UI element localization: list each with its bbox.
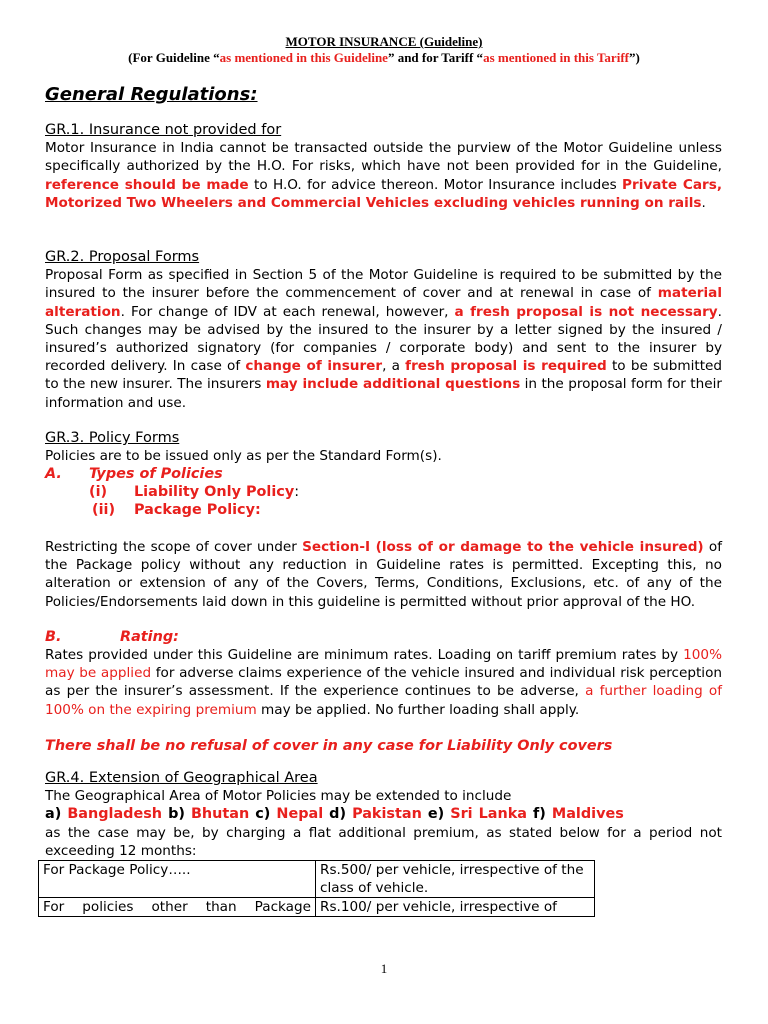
text-run: Restricting the scope of cover under: [45, 539, 303, 555]
gr2-heading: GR.2. Proposal Forms: [45, 249, 200, 265]
text-run: .: [701, 194, 706, 211]
table-row: [39, 861, 595, 898]
rating-label: B.: [45, 629, 62, 645]
gr3-rating-paragraph: [45, 646, 722, 719]
text-run: , a: [382, 358, 406, 375]
table-cell: Rs.500/ per vehicle, irrespective of the class of vehicle.: [316, 861, 595, 898]
table-cell: For Package Policy…..: [39, 861, 316, 898]
country-list: [45, 805, 624, 823]
subtitle-part: ”): [628, 50, 640, 65]
gr1-section: [45, 121, 722, 212]
page-number: 1: [380, 961, 388, 976]
text-run: Rates provided under this Guideline are minimum rates. Loading on tariff premium rates by: [45, 647, 684, 663]
item-ii-label: (ii): [92, 502, 116, 518]
text-run: may be applied. No further loading shall apply.: [256, 701, 580, 718]
types-label: A.: [45, 466, 62, 482]
gr1-paragraph: [45, 139, 722, 212]
rating-heading: Rating:: [120, 629, 179, 645]
text-run: Motor Insurance in India cannot be transacted outside the purview of the Motor Guideline unless specifically authorized by the H.O. For risks, which have not been provided for in the Guideline,: [45, 140, 722, 175]
country-label: c): [249, 806, 277, 822]
types-heading: Types of Policies: [89, 466, 223, 482]
gr3-heading: GR.3. Policy Forms: [45, 430, 180, 446]
highlight-text: change of insurer: [245, 358, 383, 375]
gr4-heading: GR.4. Extension of Geographical Area: [45, 770, 318, 786]
highlight-text: a fresh proposal is not necessary: [454, 303, 718, 320]
premium-table: [38, 860, 595, 917]
country-label: e): [421, 806, 451, 822]
gr3-section: [45, 429, 722, 465]
country-name: Maldives: [551, 806, 624, 822]
document-title: MOTOR INSURANCE (Guideline): [285, 34, 483, 49]
gr4-intro: The Geographical Area of Motor Policies may be extended to include: [45, 788, 512, 805]
gr3-restriction-paragraph: [45, 538, 722, 611]
table-cell: For policies other than Package: [39, 898, 316, 917]
highlight-text: may include additional questions: [265, 376, 521, 393]
text-run: . Such changes may be advised by the insured to the insurer by a letter signed by the insured / insured’s authorized signatory (for companies / corporate body) and sent to the insurer by recorded delivery. In case of: [45, 303, 722, 375]
item-i-label: (i): [89, 484, 108, 500]
text-run: of the Package policy without any reduction in Guideline rates is permitted. Excepting this, no alteration or extension of any of the Covers, Terms, Conditions, Exclusions, etc. of any of the Policies/Endorsements laid down in this guideline is permitted without prior approval of the HO.: [45, 539, 722, 610]
country-name: Bhutan: [190, 806, 250, 822]
highlight-text: Section-I (loss of or damage to the vehicle insured): [302, 539, 704, 555]
subtitle-part: (For Guideline “: [128, 50, 220, 65]
country-label: f): [527, 806, 552, 822]
gr2-section: [45, 248, 722, 412]
highlight-text: fresh proposal is required: [405, 358, 607, 375]
text-run: to H.O. for advice thereon. Motor Insurance includes: [248, 176, 623, 193]
gr3-intro: Policies are to be issued only as per the Standard Form(s).: [45, 448, 442, 465]
highlight-text: a further loading of 100% on the expiring premium: [45, 683, 722, 718]
country-name: Bangladesh: [67, 806, 163, 822]
no-refusal-note: There shall be no refusal of cover in any case for Liability Only covers: [45, 738, 613, 754]
country-name: Sri Lanka: [450, 806, 528, 822]
text-run: :: [294, 484, 300, 500]
country-label: a): [45, 806, 68, 822]
subtitle-highlight: as mentioned in this Tariff: [483, 50, 629, 65]
highlight-text: reference should be made: [45, 176, 249, 193]
highlight-text: 100% may be applied: [45, 647, 722, 682]
country-label: b): [162, 806, 191, 822]
country-name: Nepal: [276, 806, 324, 822]
gr4-after-text: as the case may be, by charging a flat additional premium, as stated below for a period not exceeding 12 months:: [45, 825, 722, 860]
table-cell: Rs.100/ per vehicle, irrespective of: [316, 898, 595, 917]
text-run: . For change of IDV at each renewal, however,: [120, 303, 455, 320]
item-i-title: [134, 483, 299, 501]
subtitle-highlight: as mentioned in this Guideline: [219, 50, 388, 65]
gr4-section: [45, 769, 722, 805]
gr1-heading: GR.1. Insurance not provided for: [45, 122, 282, 138]
highlight-text: Private Cars, Motorized Two Wheelers and Commercial Vehicles excluding vehicles running on rails: [45, 176, 722, 211]
text-run: for adverse claims experience of the vehicle insured and individual risk perception as per the insurer’s assessment. If the experience continues to be adverse,: [45, 665, 722, 700]
text-run: in the proposal form for their information and use.: [45, 376, 722, 411]
table-row: [39, 898, 595, 917]
package-policy: Package Policy:: [134, 502, 261, 518]
document-subtitle: [0, 50, 768, 66]
text-run: to be submitted to the new insurer. The insurers: [45, 358, 723, 393]
highlight-text: material alteration: [45, 285, 722, 320]
country-name: Pakistan: [352, 806, 422, 822]
gr2-paragraph: [45, 266, 722, 412]
general-regulations-heading: General Regulations:: [45, 84, 258, 105]
country-label: d): [323, 806, 353, 822]
subtitle-part: ” and for Tariff “: [387, 50, 484, 65]
text-run: Proposal Form as specified in Section 5 of the Motor Guideline is required to be submitted by the insured to the insurer before the commencement of cover and at renewal in case of: [45, 267, 722, 302]
liability-only-policy: Liability Only Policy: [134, 484, 295, 500]
